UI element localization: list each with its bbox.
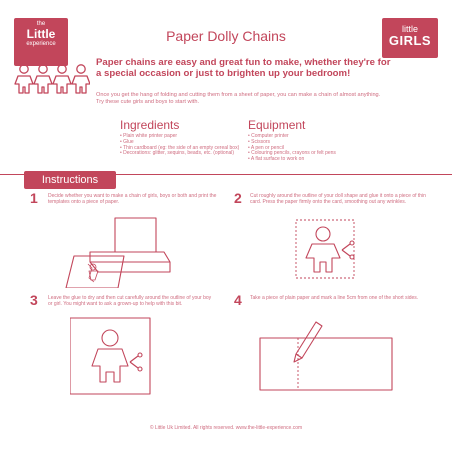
ingredient-item: • Thin cardboard (eg: the side of an empty cereal box) (120, 146, 245, 152)
category-badge (382, 18, 438, 58)
equipment-item: • Scissors (248, 140, 378, 146)
logo-line-2: Little (26, 27, 56, 41)
intro-paragraph: Once you get the hang of folding and cutting them from a sheet of paper, you can make a chain of almost anything. Try these cute girls and boys to start with. (96, 92, 381, 105)
step-1-text: Decide whether you want to make a chain of girls, boys or both and print the templates onto a piece of paper. (48, 193, 217, 205)
ingredient-item: • Glue (120, 140, 245, 146)
equipment-heading: Equipment (248, 118, 306, 132)
step-1-number: 1 (30, 190, 38, 206)
step-3-number: 3 (30, 292, 38, 308)
badge-line-2: GIRLS (388, 33, 432, 48)
cut-doll-illustration (290, 214, 360, 284)
printer-illustration (60, 212, 180, 288)
lead-paragraph: Paper chains are easy and great fun to make, whether they're for a special occasion or just to brighten up your bedroom! (96, 57, 391, 79)
logo-line-3: experience (26, 41, 56, 47)
equipment-list (248, 134, 378, 163)
logo-line-1: the (36, 21, 46, 27)
step-2-number: 2 (234, 190, 242, 206)
page-title: Paper Dolly Chains (166, 28, 286, 44)
ingredients-section (120, 118, 245, 157)
step-4-text: Take a piece of plain paper and mark a line 5cm from one of the short sides. (250, 295, 419, 301)
equipment-item: • Computer printer (248, 134, 378, 140)
ingredient-item: • Decorations: glitter, sequins, beads, etc. (optional) (120, 151, 245, 157)
badge-line-1: little (401, 24, 418, 34)
step-2-text: Cut roughly around the outline of your doll shape and glue it onto a piece of thin card. Press the paper firmly onto the card, smoothing out any wrinkles. (250, 193, 426, 205)
doll-cutout-illustration (70, 316, 160, 396)
ingredients-list (120, 134, 245, 157)
mark-line-illustration (256, 318, 396, 392)
step-4-number: 4 (234, 292, 242, 308)
doll-chain-illustration (14, 62, 90, 96)
footer-copyright: © Little Uk Limited. All rights reserved. www.the-little-experience.com (149, 425, 303, 431)
equipment-item: • A pen or pencil (248, 146, 378, 152)
ingredients-heading: Ingredients (120, 118, 180, 132)
brand-logo (14, 18, 68, 66)
step-3-text: Leave the glue to dry and then cut carefully around the outline of your boy or girl. You might want to ask a grown-up to help with this bit. (48, 295, 212, 307)
ingredient-item: • Plain white printer paper (120, 134, 245, 140)
equipment-item: • A flat surface to work on (248, 157, 378, 163)
equipment-section (248, 118, 378, 163)
equipment-item: • Colouring pencils, crayons or felt pens (248, 151, 378, 157)
instructions-label: Instructions (24, 171, 116, 189)
